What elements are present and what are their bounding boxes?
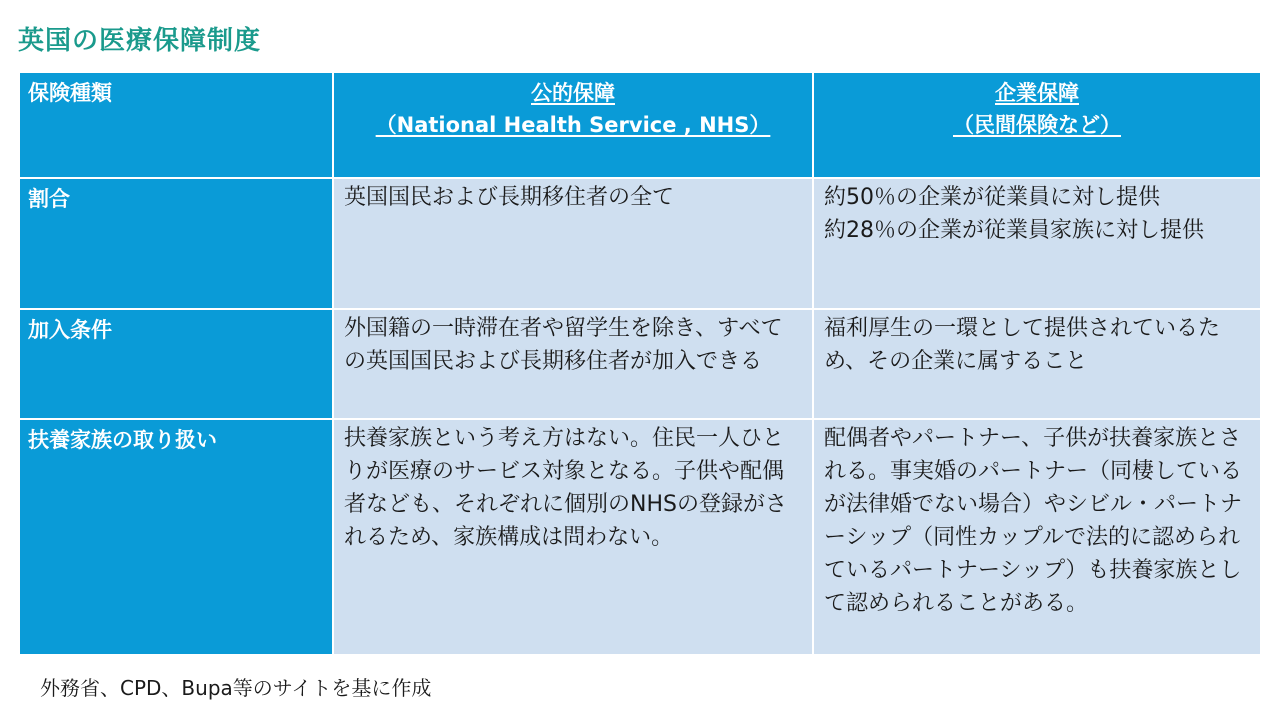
page-title: 英国の医療保障制度	[18, 26, 262, 56]
header-public	[333, 72, 813, 178]
row-label: 扶養家族の取り扱い	[19, 419, 333, 655]
table-row	[19, 419, 1261, 655]
public-subtitle: （National Health Service , NHS）	[375, 113, 771, 137]
comparison-table	[18, 71, 1262, 656]
header-row	[19, 72, 1261, 178]
row-label: 加入条件	[19, 309, 333, 419]
public-title: 公的保障	[531, 81, 615, 105]
public-cell: 英国国民および長期移住者の全て	[333, 178, 813, 309]
corporate-cell: 約50％の企業が従業員に対し提供 約28％の企業が従業員家族に対し提供	[813, 178, 1261, 309]
corporate-subtitle: （民間保険など）	[953, 113, 1121, 137]
table-row	[19, 178, 1261, 309]
header-corporate	[813, 72, 1261, 178]
source-footnote: 外務省、CPD、Bupa等のサイトを基に作成	[40, 676, 432, 700]
header-category: 保険種類	[19, 72, 333, 178]
corporate-cell: 福利厚生の一環として提供されているため、その企業に属すること	[813, 309, 1261, 419]
public-cell: 扶養家族という考え方はない。住民一人ひとりが医療のサービス対象となる。子供や配偶者なども、それぞれに個別のNHSの登録がされるため、家族構成は問わない。	[333, 419, 813, 655]
row-label: 割合	[19, 178, 333, 309]
corporate-cell: 配偶者やパートナー、子供が扶養家族とされる。事実婚のパートナー（同棲しているが法律婚でない場合）やシビル・パートナーシップ（同性カップルで法的に認められているパートナーシップ）も扶養家族として認められることがある。	[813, 419, 1261, 655]
public-cell: 外国籍の一時滞在者や留学生を除き、すべての英国国民および長期移住者が加入できる	[333, 309, 813, 419]
table-row	[19, 309, 1261, 419]
corporate-title: 企業保障	[995, 81, 1079, 105]
